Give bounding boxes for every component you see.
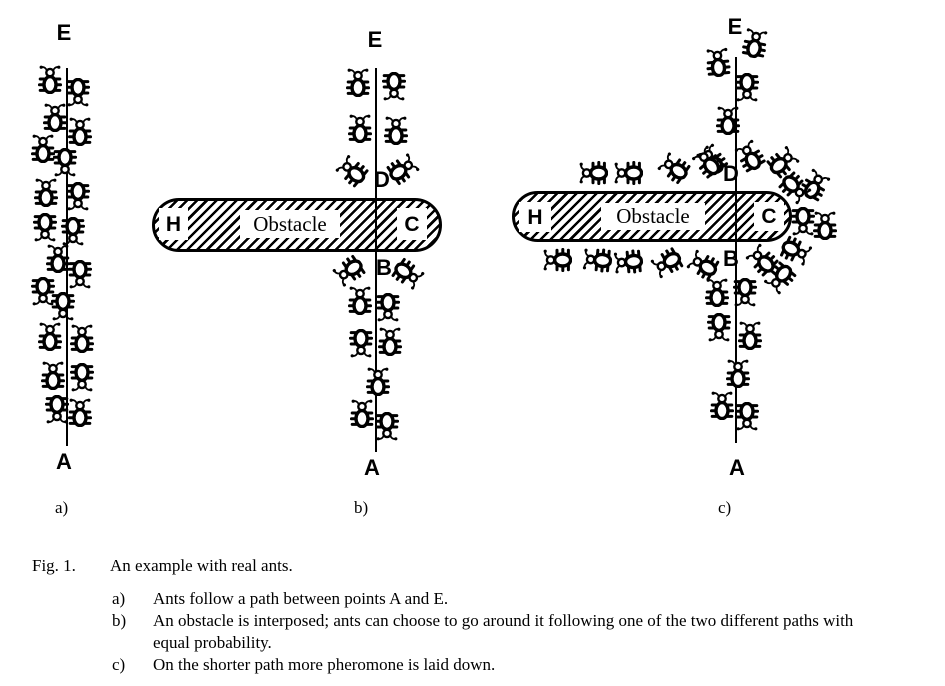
point-label-E-b: E (367, 27, 383, 52)
ant-icon (384, 115, 408, 145)
ant-icon (41, 360, 65, 390)
point-label-D-b: D (374, 167, 390, 192)
ant-icon (38, 321, 62, 351)
point-label-E-a: E (56, 20, 72, 45)
ant-icon (31, 133, 55, 163)
ant-icon (70, 363, 94, 393)
ant-icon (68, 260, 92, 290)
ant-icon (689, 143, 727, 181)
point-label-B-c: B (723, 246, 739, 271)
ant-icon (378, 326, 402, 356)
ant-icon (34, 177, 58, 207)
ant-icon (613, 161, 643, 185)
ant-icon (333, 152, 371, 190)
panel-letter-b: b) (354, 498, 369, 517)
caption-item-a-marker: a) (112, 589, 126, 608)
caption-list (112, 588, 873, 676)
ant-icon (791, 207, 815, 237)
point-label-A-a: A (56, 449, 72, 474)
ant-icon (46, 243, 70, 273)
ant-icon (738, 320, 762, 350)
caption-item-b-text: An obstacle is interposed; ants can choose to go around it following one of the two different paths with equal probability. (153, 611, 854, 652)
ant-icon (346, 67, 370, 97)
ant-icon (70, 323, 94, 353)
ant-icon (705, 277, 729, 307)
ant-icon (350, 398, 374, 428)
panel-letter-c: c) (718, 498, 732, 517)
ant-icon (741, 26, 770, 60)
ant-icon (726, 358, 750, 388)
ant-icon (66, 78, 90, 108)
caption-item-c-text: On the shorter path more pheromone is laid down. (153, 655, 496, 674)
ant-icon (348, 285, 372, 315)
figure-number: Fig. 1. (32, 556, 76, 575)
caption-item-b (112, 610, 873, 654)
figure-caption (0, 556, 945, 580)
figure-caption-text: An example with real ants. (110, 556, 293, 575)
ant-icon (581, 247, 613, 274)
panel-letter-a: a) (55, 498, 69, 517)
ant-icon (348, 113, 372, 143)
ant-icon (68, 116, 92, 146)
point-label-D-c: D (723, 161, 739, 186)
ant-icon (735, 73, 759, 103)
ant-icon (389, 256, 427, 293)
ant-icon (330, 253, 368, 290)
point-label-E-c: E (727, 14, 743, 39)
ant-icon (382, 72, 406, 102)
ant-icon (542, 248, 572, 272)
ant-icon (707, 313, 731, 343)
ant-icon (710, 390, 734, 420)
obstacle-right-label-b: C (397, 208, 427, 240)
ant-icon (735, 402, 759, 432)
ant-icon (813, 210, 837, 240)
ant-icon (33, 213, 57, 243)
caption-item-c-marker: c) (112, 655, 126, 674)
ant-icon (51, 292, 75, 322)
obstacle-name-label-b: Obstacle (240, 210, 340, 238)
obstacle-left-label-c: H (519, 202, 551, 232)
ant-icon (349, 329, 373, 359)
obstacle-left-label-b: H (159, 208, 188, 240)
ant-icon (43, 102, 67, 132)
ant-icon (38, 64, 62, 94)
obstacle-name-label-c: Obstacle (601, 203, 705, 230)
ant-icon (366, 366, 390, 396)
ant-icon (655, 150, 693, 187)
point-label-A-c: A (729, 455, 745, 480)
caption-item-a-text: Ants follow a path between points A and E. (153, 589, 449, 608)
ant-icon (578, 161, 608, 185)
ant-icon (66, 182, 90, 212)
caption-item-c (112, 654, 873, 676)
ant-icon (45, 395, 69, 425)
point-label-A-b: A (364, 455, 380, 480)
ant-icon (375, 412, 399, 442)
ant-icon (716, 105, 740, 135)
obstacle-right-label-c: C (754, 202, 784, 231)
ant-icon (705, 46, 732, 78)
caption-item-b-marker: b) (112, 611, 127, 630)
ant-icon (53, 148, 77, 178)
ant-icon (376, 293, 400, 323)
ant-icon (733, 278, 757, 308)
ant-icon (612, 249, 644, 276)
ant-icon (68, 397, 92, 427)
point-label-B-b: B (376, 255, 392, 280)
ant-icon (648, 245, 686, 281)
caption-item-a (112, 588, 873, 610)
